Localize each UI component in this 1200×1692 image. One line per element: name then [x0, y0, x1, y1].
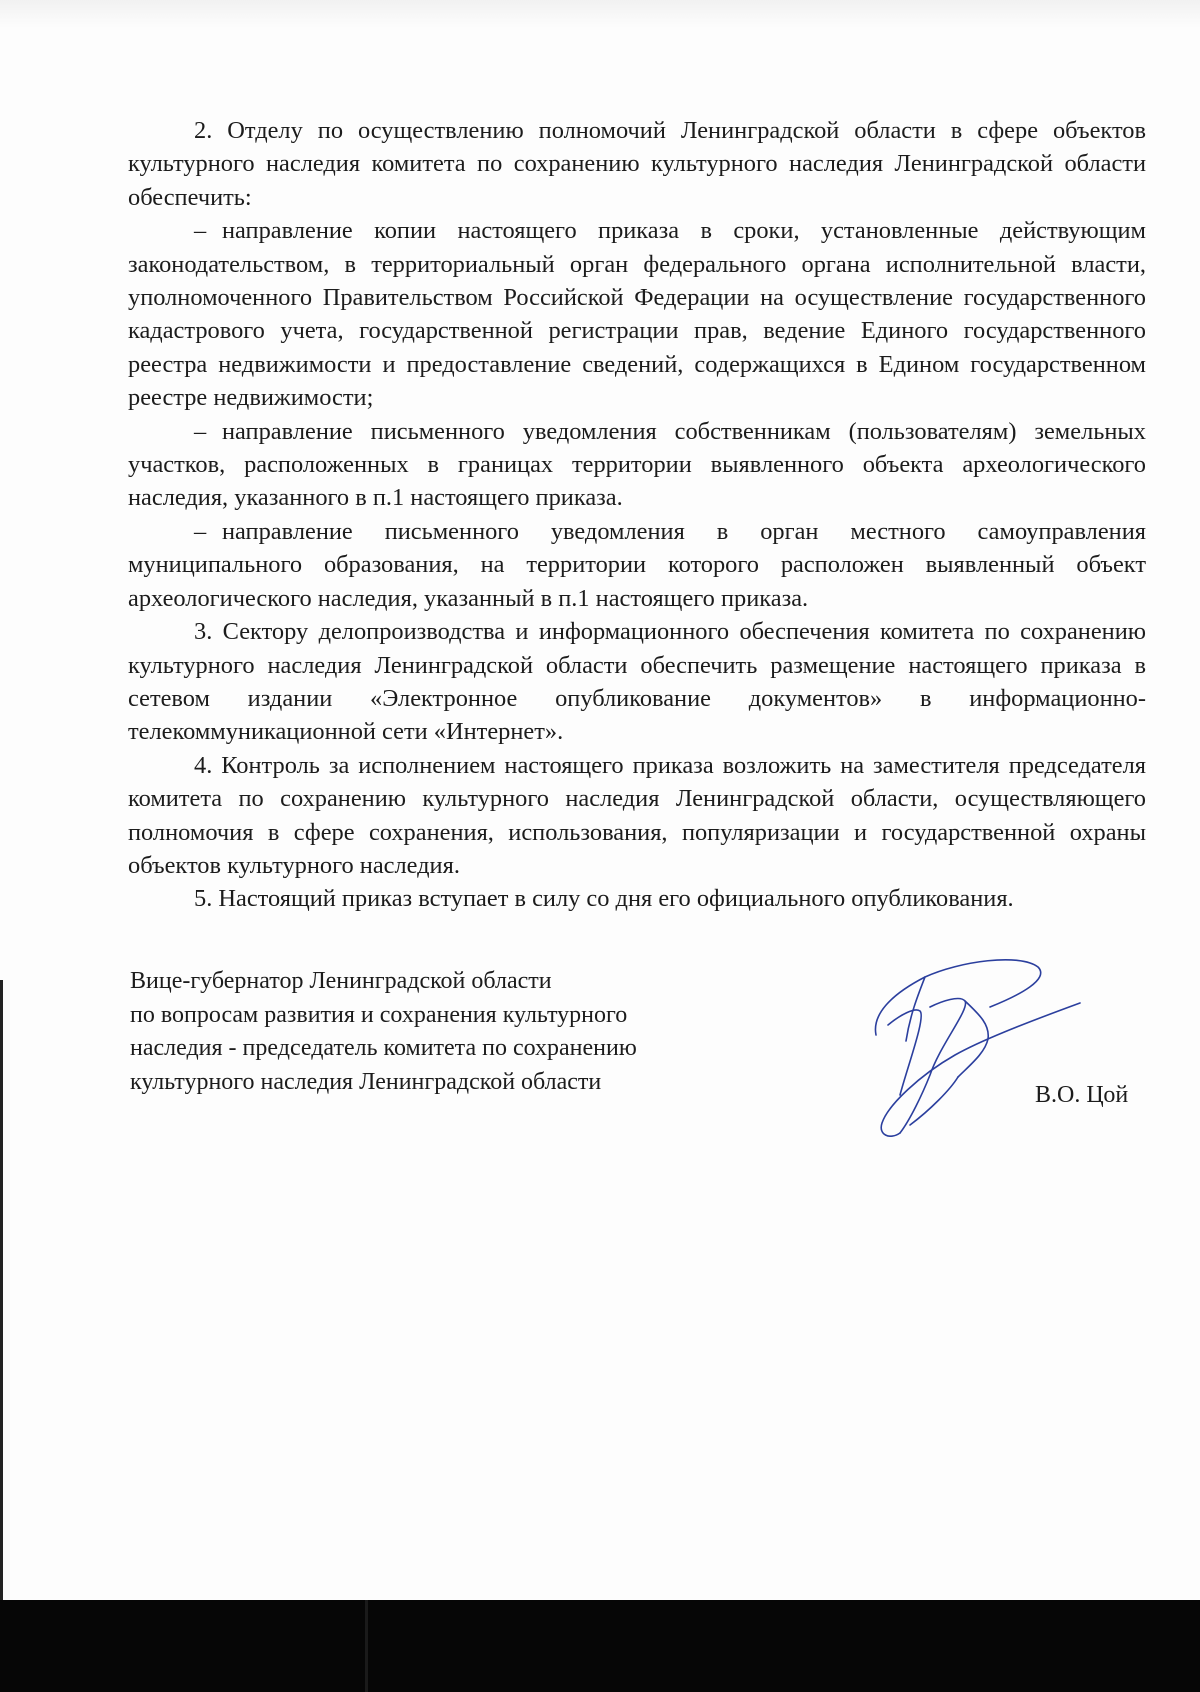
document-body: [128, 114, 1146, 916]
list-item-text: направление копии настоящего приказа в сроки, установленные действующим законодательством, в территориальный орган федерального органа исполнительной власти, уполномоченного Правительством Российской Федерации на осуществление государственного кадастрового учета, государственной регистрации прав, ведение Единого государственного реестра недвижимости и предоставление сведений, содержащихся в Едином государственном реестре недвижимости;: [128, 217, 1146, 412]
dash-marker: –: [194, 417, 207, 445]
scan-bottom-bar: [0, 1600, 1200, 1692]
paragraph-5: 5. Настоящий приказ вступает в силу со дня его официального опубликования.: [194, 885, 1014, 913]
paragraph-2: 2. Отделу по осуществлению полномочий Ленинградской области в сфере объектов культурного наследия комитета по сохранению культурного наследия Ленинградской области обеспечить:: [128, 117, 1146, 211]
paragraph-3: 3. Сектору делопроизводства и информационного обеспечения комитета по сохранению культурного наследия Ленинградской области обеспечить размещение настоящего приказа в сетевом издании «Электронное опубликование документов» в информационно-телекоммуникационной сети «Интернет».: [128, 618, 1146, 746]
scan-left-edge: [0, 980, 3, 1600]
signer-name: В.О. Цой: [1035, 1082, 1129, 1108]
scan-bottom-seam: [365, 1600, 368, 1692]
list-item-dash-1: [128, 214, 1146, 414]
signer-position: [130, 965, 770, 1099]
signature-block: [130, 965, 1150, 1165]
signer-position-line: наследия - председатель комитета по сохранению: [130, 1035, 637, 1061]
paragraph-4: 4. Контроль за исполнением настоящего приказа возложить на заместителя председателя комитета по сохранению культурного наследия Ленинградской области, осуществляющего полномочия в сфере сохранения, использования, популяризации и государственной охраны объектов культурного наследия.: [128, 751, 1146, 879]
signer-position-line: культурного наследия Ленинградской области: [130, 1068, 602, 1095]
list-item-text: направление письменного уведомления собственникам (пользователям) земельных участков, расположенных в границах территории выявленного объекта археологического наследия, указанного в п.1 настоящего приказа.: [128, 417, 1146, 512]
dash-marker: –: [194, 517, 207, 545]
signer-position-line: Вице-губернатор Ленинградской области: [130, 968, 552, 994]
handwritten-signature: [870, 955, 1100, 1145]
signer-position-line: по вопросам развития и сохранения культурного: [130, 1001, 628, 1028]
list-item-dash-2: [128, 415, 1146, 515]
dash-marker: –: [194, 217, 207, 245]
list-item-text: направление письменного уведомления в орган местного самоуправления муниципального образования, на территории которого расположен выявленный объект археологического наследия, указанный в п.1 настоящего приказа.: [128, 517, 1146, 612]
scan-top-shade: [0, 0, 1200, 28]
list-item-dash-3: [128, 515, 1146, 615]
